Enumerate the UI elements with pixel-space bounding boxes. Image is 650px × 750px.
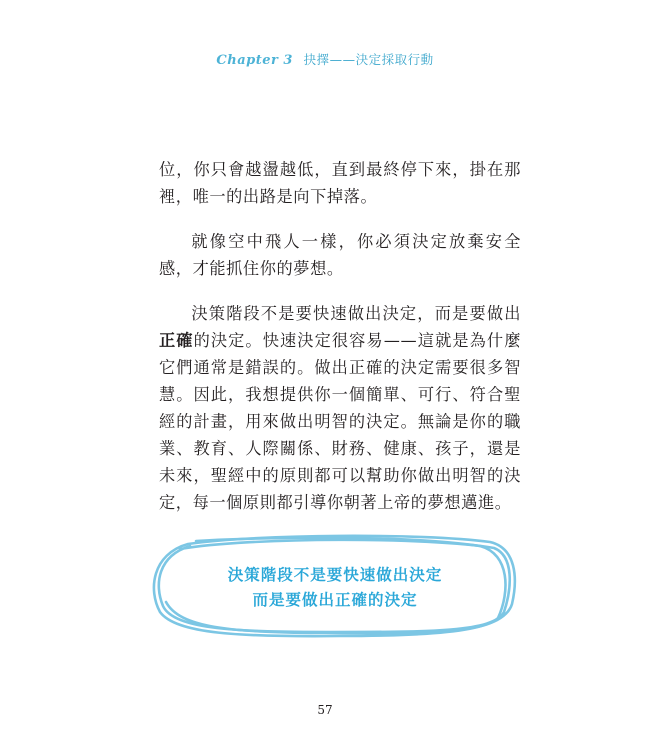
body-text <box>159 156 521 534</box>
callout-line: 決策階段不是要快速做出決定 <box>227 566 443 584</box>
paragraph-text: 的決定。快速決定很容易——這就是為什麼它們通常是錯誤的。做出正確的決定需要很多智慧。因此，我想提供你一個簡單、可行、符合聖經的計畫，用來做出明智的決定。無論是你的職業、教育、人際關係、財務、健康、孩子，還是未來，聖經中的原則都可以幫助你做出明智的決定，每一個原則都引導你朝著上帝的夢想邁進。 <box>159 331 521 512</box>
callout-line: 而是要做出正確的決定 <box>252 591 418 609</box>
paragraph-text: 決策階段不是要快速做出決定，而是要做出 <box>191 304 521 323</box>
paragraph: 位，你只會越盪越低，直到最終停下來，掛在那裡，唯一的出路是向下掉落。 <box>159 160 521 206</box>
callout-box <box>150 532 520 640</box>
paragraph <box>159 300 521 516</box>
emphasis-text: 正確 <box>159 331 194 350</box>
page-number: 57 <box>317 703 333 717</box>
chapter-title: 抉擇——決定採取行動 <box>303 52 434 67</box>
paragraph: 就像空中飛人一樣，你必須決定放棄安全感，才能抓住你的夢想。 <box>159 232 521 278</box>
callout-text <box>150 563 520 613</box>
running-header <box>0 50 650 68</box>
chapter-label: Chapter 3 <box>216 53 293 68</box>
